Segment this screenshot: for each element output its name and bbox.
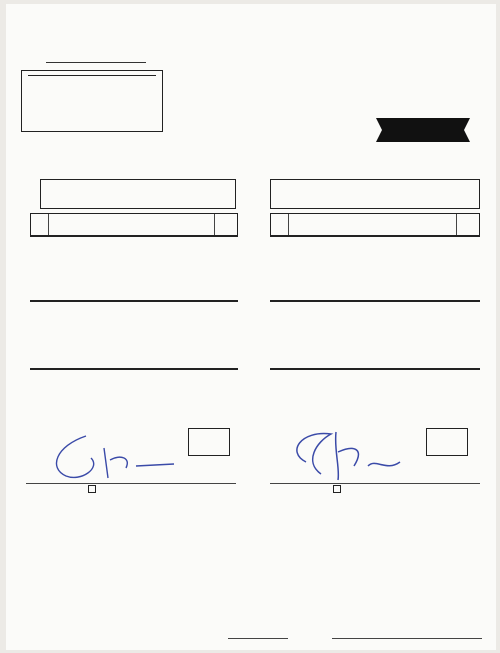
visitor-protest-checkbox[interactable] bbox=[333, 485, 341, 493]
home-captain-signature bbox=[26, 428, 186, 486]
home-team-name bbox=[41, 180, 235, 187]
scoresheet bbox=[6, 4, 496, 650]
home-protest-checkbox[interactable] bbox=[88, 485, 96, 493]
date-line bbox=[46, 62, 146, 63]
home-total-wins bbox=[188, 428, 230, 456]
home-wl-header bbox=[215, 214, 237, 235]
visitor-roster bbox=[270, 213, 480, 237]
visitor-paid-header bbox=[271, 214, 289, 235]
pool-league-logo bbox=[366, 18, 476, 148]
visitor-round2 bbox=[270, 300, 480, 302]
home-paid-header bbox=[31, 214, 49, 235]
home-round3 bbox=[30, 368, 238, 370]
visiting-team-name-box bbox=[270, 179, 480, 209]
visitor-total-wins bbox=[426, 428, 468, 456]
home-roster bbox=[30, 213, 238, 237]
visitor-wl-header bbox=[457, 214, 479, 235]
visiting-team-name bbox=[271, 180, 479, 187]
home-round2 bbox=[30, 300, 238, 302]
home-team-name-box bbox=[40, 179, 236, 209]
visitor-captain-signature bbox=[276, 422, 416, 486]
scoring-codes-box bbox=[21, 70, 163, 132]
visitor-round3 bbox=[270, 368, 480, 370]
